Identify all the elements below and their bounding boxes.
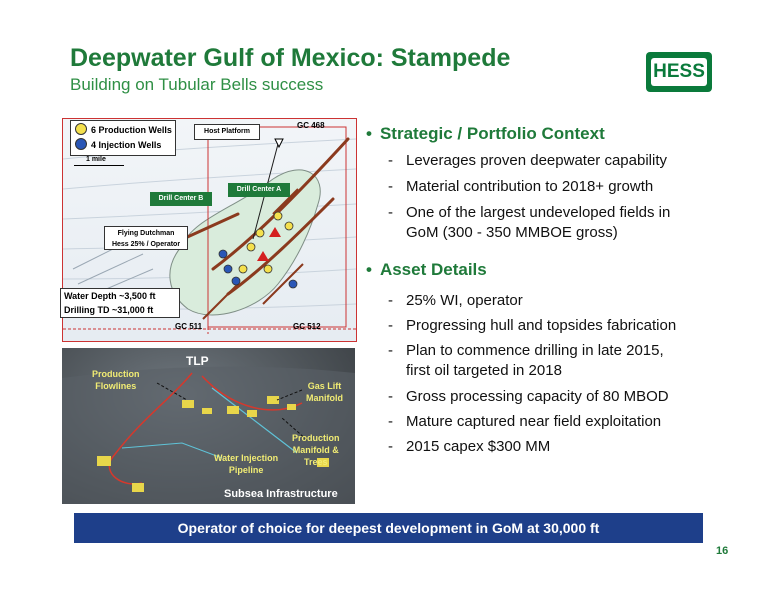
asset-item-3-cont (388, 360, 562, 381)
drill-center-a-label: Drill Center A (228, 183, 290, 197)
scale-bar (74, 165, 124, 166)
strategic-item-3-text: One of the largest undeveloped fields in (406, 204, 671, 221)
asset-item-4: - Gross processing capacity of 80 MBOD (388, 388, 669, 405)
legend-production: 6 Production Wells (91, 125, 172, 135)
strategic-item-3-cont-text: GoM (300 - 350 MMBOE gross) (406, 224, 618, 241)
water-depth: Water Depth ~3,500 ft (64, 291, 156, 301)
gas-lift-manifold-label (306, 380, 343, 404)
asset-item-5-text: Mature captured near field exploitation (406, 413, 662, 430)
asset-item-1-text: 25% WI, operator (406, 292, 523, 309)
production-flowlines-line2: Flowlines (95, 381, 137, 391)
bullet-dot: • (366, 260, 372, 279)
hess-logo (646, 52, 712, 92)
subsea-caption: Subsea Infrastructure (224, 488, 338, 500)
scale-label: 1 mile (86, 156, 106, 163)
block-gc468: GC 468 (297, 121, 325, 130)
flying-dutchman-interest: Hess 25% / Operator (111, 241, 181, 248)
production-manifold-line1: Production (292, 433, 340, 443)
page-number: 16 (716, 545, 729, 557)
legend-injection: 4 Injection Wells (91, 140, 162, 150)
production-flowlines-label (92, 368, 140, 392)
strategic-heading (366, 124, 605, 144)
asset-item-2: - Progressing hull and topsides fabrication (388, 317, 677, 334)
footer-banner: Operator of choice for deepest development in GoM at 30,000 ft (74, 513, 703, 543)
drill-center-b-label: Drill Center B (150, 192, 212, 206)
map-legend (70, 120, 176, 156)
asset-item-3-cont-text: first oil targeted in 2018 (406, 362, 562, 379)
production-manifold-line3: Trees (303, 457, 328, 467)
strategic-item-3: - One of the largest undeveloped fields in (388, 204, 671, 221)
production-manifold-label (292, 432, 340, 468)
asset-item-5: - Mature captured near field exploitation (388, 413, 662, 430)
strategic-item-2: - Material contribution to 2018+ growth (388, 178, 654, 195)
asset-item-4-text: Gross processing capacity of 80 MBOD (406, 388, 669, 405)
gas-lift-line1: Gas Lift (307, 381, 342, 391)
flying-dutchman-name: Flying Dutchman (117, 230, 175, 237)
production-flowlines-line1: Production (92, 369, 140, 379)
hess-logo-text: HESS (651, 58, 707, 86)
gas-lift-line2: Manifold (306, 393, 343, 403)
page-subtitle: Building on Tubular Bells success (70, 75, 324, 94)
strategic-item-1-text: Leverages proven deepwater capability (406, 152, 667, 169)
injection-well-icon (75, 138, 87, 150)
strategic-heading-text: Strategic / Portfolio Context (379, 124, 605, 143)
bullet-dot: • (366, 124, 372, 143)
water-injection-line1: Water Injection (214, 453, 279, 463)
asset-heading (366, 260, 487, 280)
asset-item-1: - 25% WI, operator (388, 292, 523, 309)
strategic-item-1: - Leverages proven deepwater capability (388, 152, 667, 169)
water-injection-line2: Pipeline (228, 465, 264, 475)
page-title: Deepwater Gulf of Mexico: Stampede (70, 44, 511, 72)
asset-item-6: - 2015 capex $300 MM (388, 438, 551, 455)
production-manifold-line2: Manifold & (292, 445, 339, 455)
depth-info-box (60, 288, 180, 318)
host-platform-label: Host Platform (194, 124, 260, 140)
asset-item-2-text: Progressing hull and topsides fabrication (406, 317, 677, 334)
drilling-td: Drilling TD ~31,000 ft (64, 305, 154, 315)
production-well-icon (75, 123, 87, 135)
asset-heading-text: Asset Details (379, 260, 487, 279)
block-gc511: GC 511 (175, 322, 203, 331)
water-injection-label (214, 452, 278, 476)
block-gc512: GC 512 (293, 322, 321, 331)
strategic-item-2-text: Material contribution to 2018+ growth (406, 178, 654, 195)
flying-dutchman-callout (104, 226, 188, 250)
subsea-infrastructure-image (62, 348, 355, 504)
tlp-label: TLP (186, 354, 209, 368)
asset-item-3-text: Plan to commence drilling in late 2015, (406, 342, 664, 359)
asset-item-6-text: 2015 capex $300 MM (406, 438, 551, 455)
strategic-item-3-cont (388, 222, 618, 243)
asset-item-3: - Plan to commence drilling in late 2015, (388, 342, 664, 359)
